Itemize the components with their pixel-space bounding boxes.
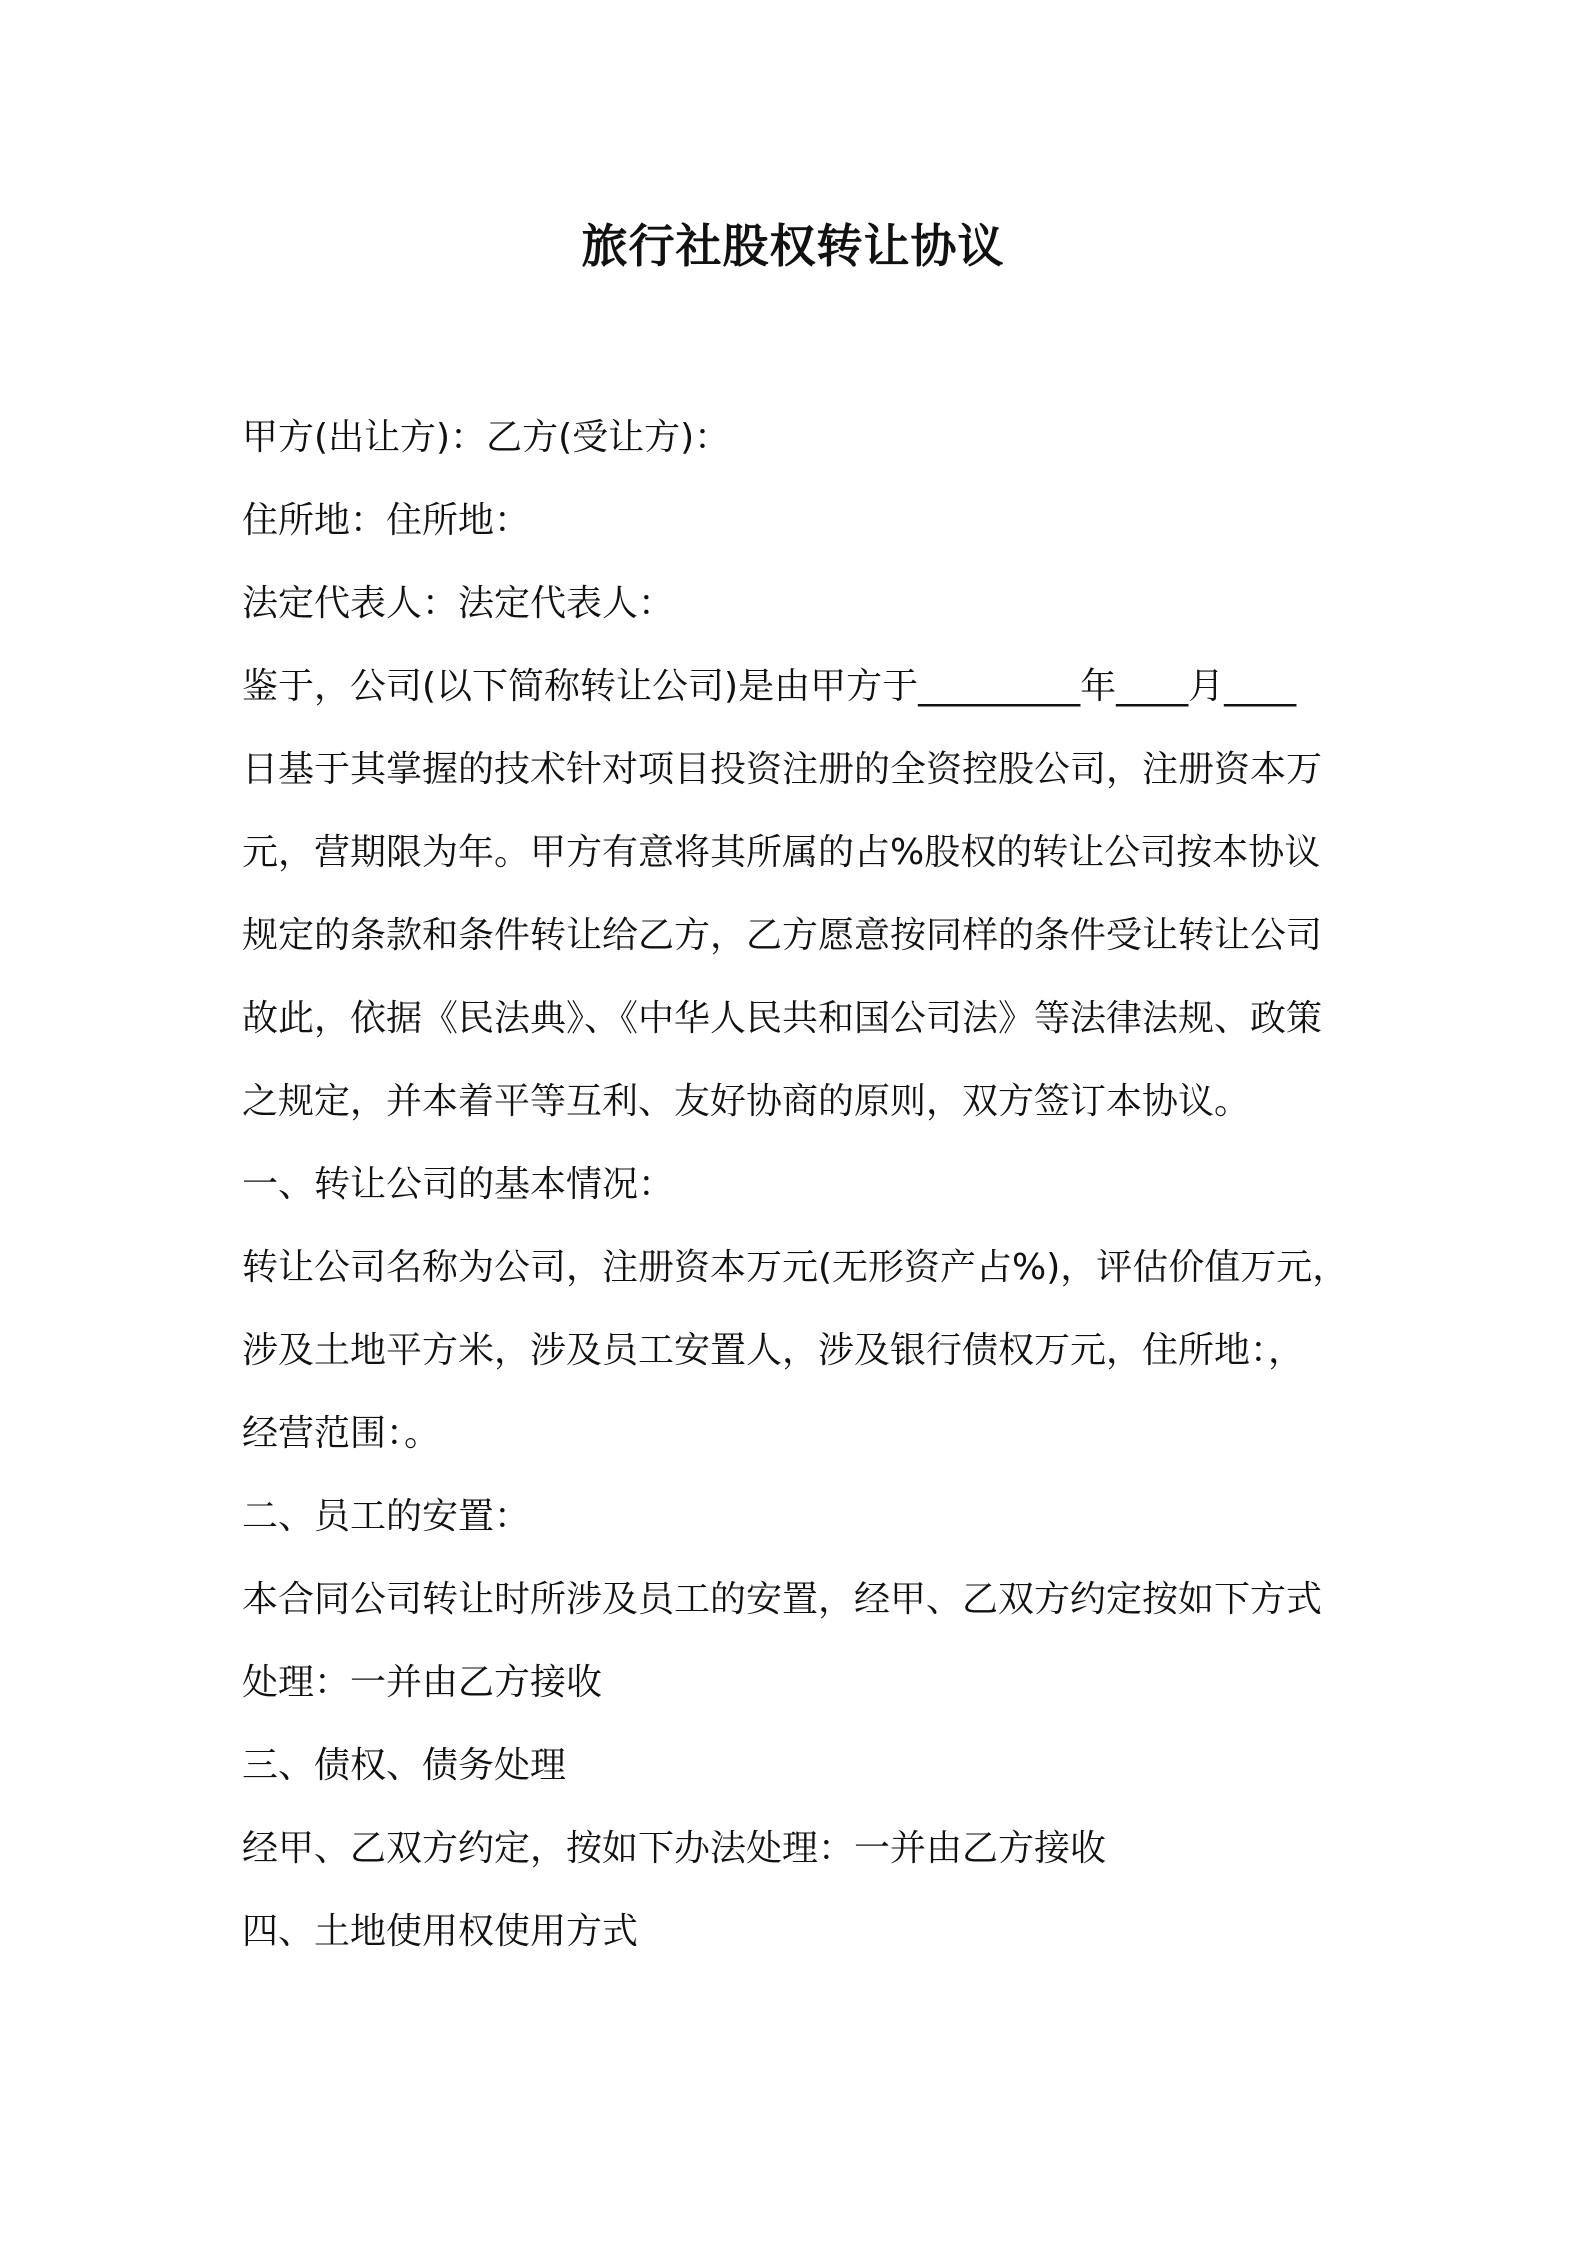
- paragraph-line: 之规定，并本着平等互利、友好协商的原则，双方签订本协议。: [242, 1081, 1251, 1122]
- section-heading-1: 一、转让公司的基本情况：: [242, 1164, 675, 1205]
- document-body: [242, 408, 1372, 1985]
- paragraph-line: 处理：一并由乙方接收: [242, 1662, 603, 1703]
- paragraph-line: 故此，依据《民法典》、《中华人民共和国公司法》等法律法规、政策: [242, 998, 1323, 1039]
- paragraph-line: 涉及土地平方米，涉及员工安置人，涉及银行债权万元，住所地：，: [242, 1330, 1305, 1371]
- paragraph-line: 鉴于，公司(以下简称转让公司)是由甲方于_________年____月____: [242, 666, 1297, 707]
- address-line: 住所地：住所地：: [242, 500, 531, 541]
- section-heading-3: 三、债权、债务处理: [242, 1745, 567, 1786]
- paragraph-line: 元，营期限为年。甲方有意将其所属的占%股权的转让公司按本协议: [242, 832, 1321, 873]
- document-title: 旅行社股权转让协议: [581, 219, 1005, 273]
- paragraph-line: 经甲、乙双方约定，按如下办法处理：一并由乙方接收: [242, 1828, 1107, 1869]
- legal-representative-line: 法定代表人：法定代表人：: [242, 583, 675, 624]
- section-heading-2: 二、员工的安置：: [242, 1496, 531, 1537]
- party-line: 甲方(出让方)：乙方(受让方)：: [242, 417, 731, 458]
- paragraph-line: 转让公司名称为公司，注册资本万元(无形资产占%)，评估价值万元，: [242, 1247, 1349, 1288]
- paragraph-line: 本合同公司转让时所涉及员工的安置，经甲、乙双方约定按如下方式: [242, 1579, 1323, 1620]
- paragraph-line: 日基于其掌握的技术针对项目投资注册的全资控股公司，注册资本万: [242, 749, 1323, 790]
- paragraph-line: 经营范围：。: [242, 1413, 441, 1454]
- section-heading-4: 四、土地使用权使用方式: [242, 1911, 639, 1952]
- paragraph-line: 规定的条款和条件转让给乙方，乙方愿意按同样的条件受让转让公司: [242, 915, 1323, 956]
